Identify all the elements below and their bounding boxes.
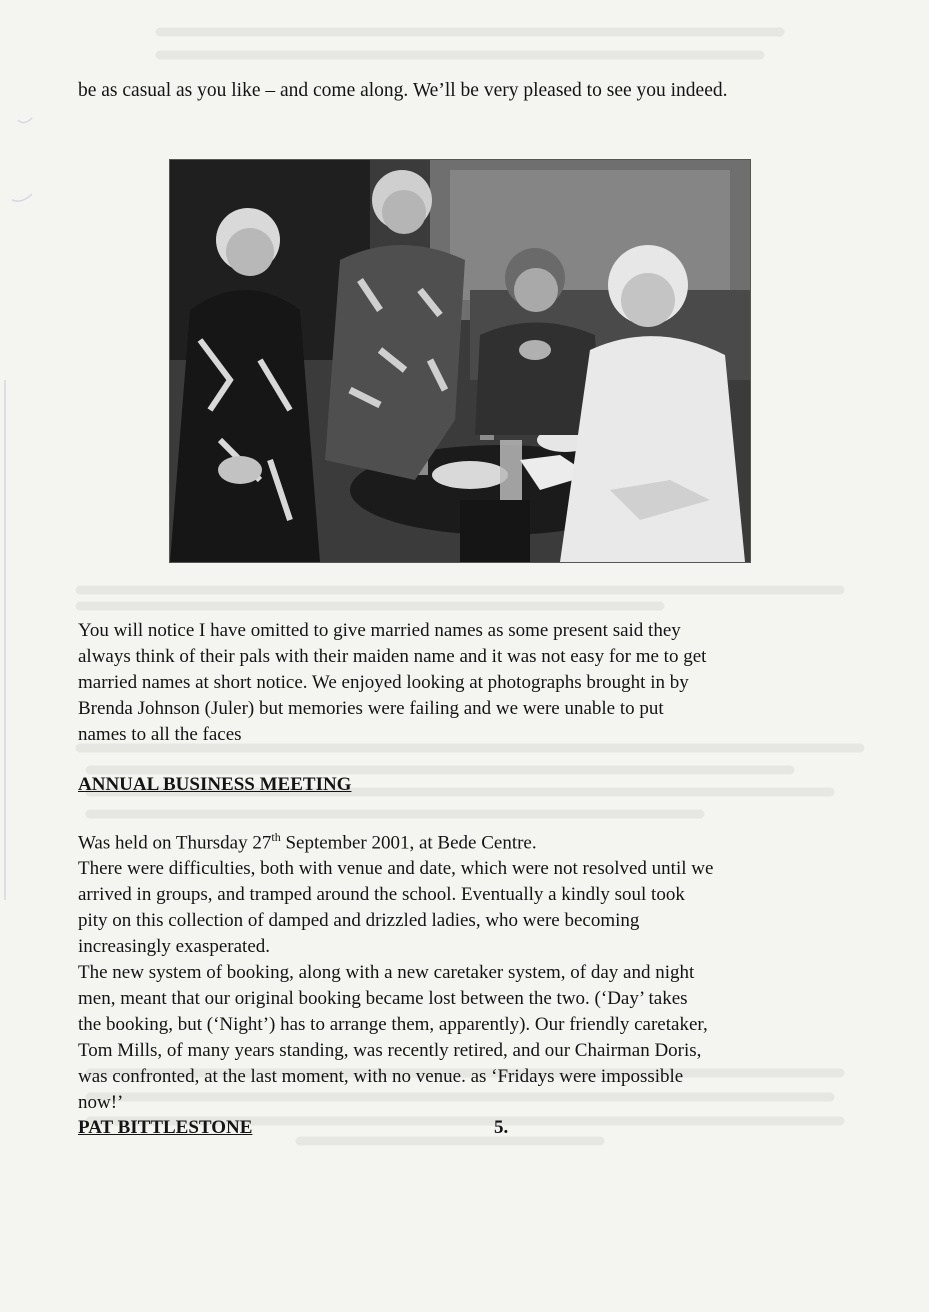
difficulties-line-4: increasingly exasperated. [78,936,271,958]
meeting-date-ordinal: th [271,830,281,844]
meeting-date-line [78,824,858,856]
booking-line-6: now!’ [78,1092,124,1114]
meeting-date-before: Was held on Thursday 27 [78,832,272,854]
difficulties-line-2: arrived in groups, and tramped around the school. Eventually a kindly soul took [78,884,685,906]
names-line-4: Brenda Johnson (Juler) but memories were failing and we were unable to put [78,698,664,719]
booking-line-3: the booking, but (‘Night’) has to arrange them, apparently). Our friendly caretaker, [78,1014,708,1036]
intro-text: be as casual as you like – and come along. We’ll be very pleased to see you indeed. [78,80,728,101]
names-line-2: always think of their pals with their maiden name and it was not easy for me to get [78,646,707,667]
names-line-1: You will notice I have omitted to give married names as some present said they [78,620,681,641]
booking-line-5: was confronted, at the last moment, with no venue. as ‘Fridays were impossible [78,1066,684,1088]
names-line-3: married names at short notice. We enjoyed looking at photographs brought in by [78,672,689,693]
difficulties-line-1: There were difficulties, both with venue and date, which were not resolved until we [78,858,714,880]
booking-line-4: Tom Mills, of many years standing, was recently retired, and our Chairman Doris, [78,1040,702,1062]
author-name: PAT BITTLESTONE [78,1117,253,1138]
meeting-paragraph [78,824,858,1116]
booking-line-1: The new system of booking, along with a new caretaker system, of day and night [78,962,695,984]
meeting-date-after: September 2001, at Bede Centre. [280,832,537,854]
booking-line-2: men, meant that our original booking became lost between the two. (‘Day’ takes [78,988,688,1010]
names-line-5: names to all the faces [78,724,242,745]
group-photograph [170,160,750,562]
names-paragraph [78,618,858,748]
difficulties-line-3: pity on this collection of damped and drizzled ladies, who were becoming [78,910,640,932]
section-heading: ANNUAL BUSINESS MEETING [78,774,352,795]
page-number: 5. [494,1117,509,1138]
